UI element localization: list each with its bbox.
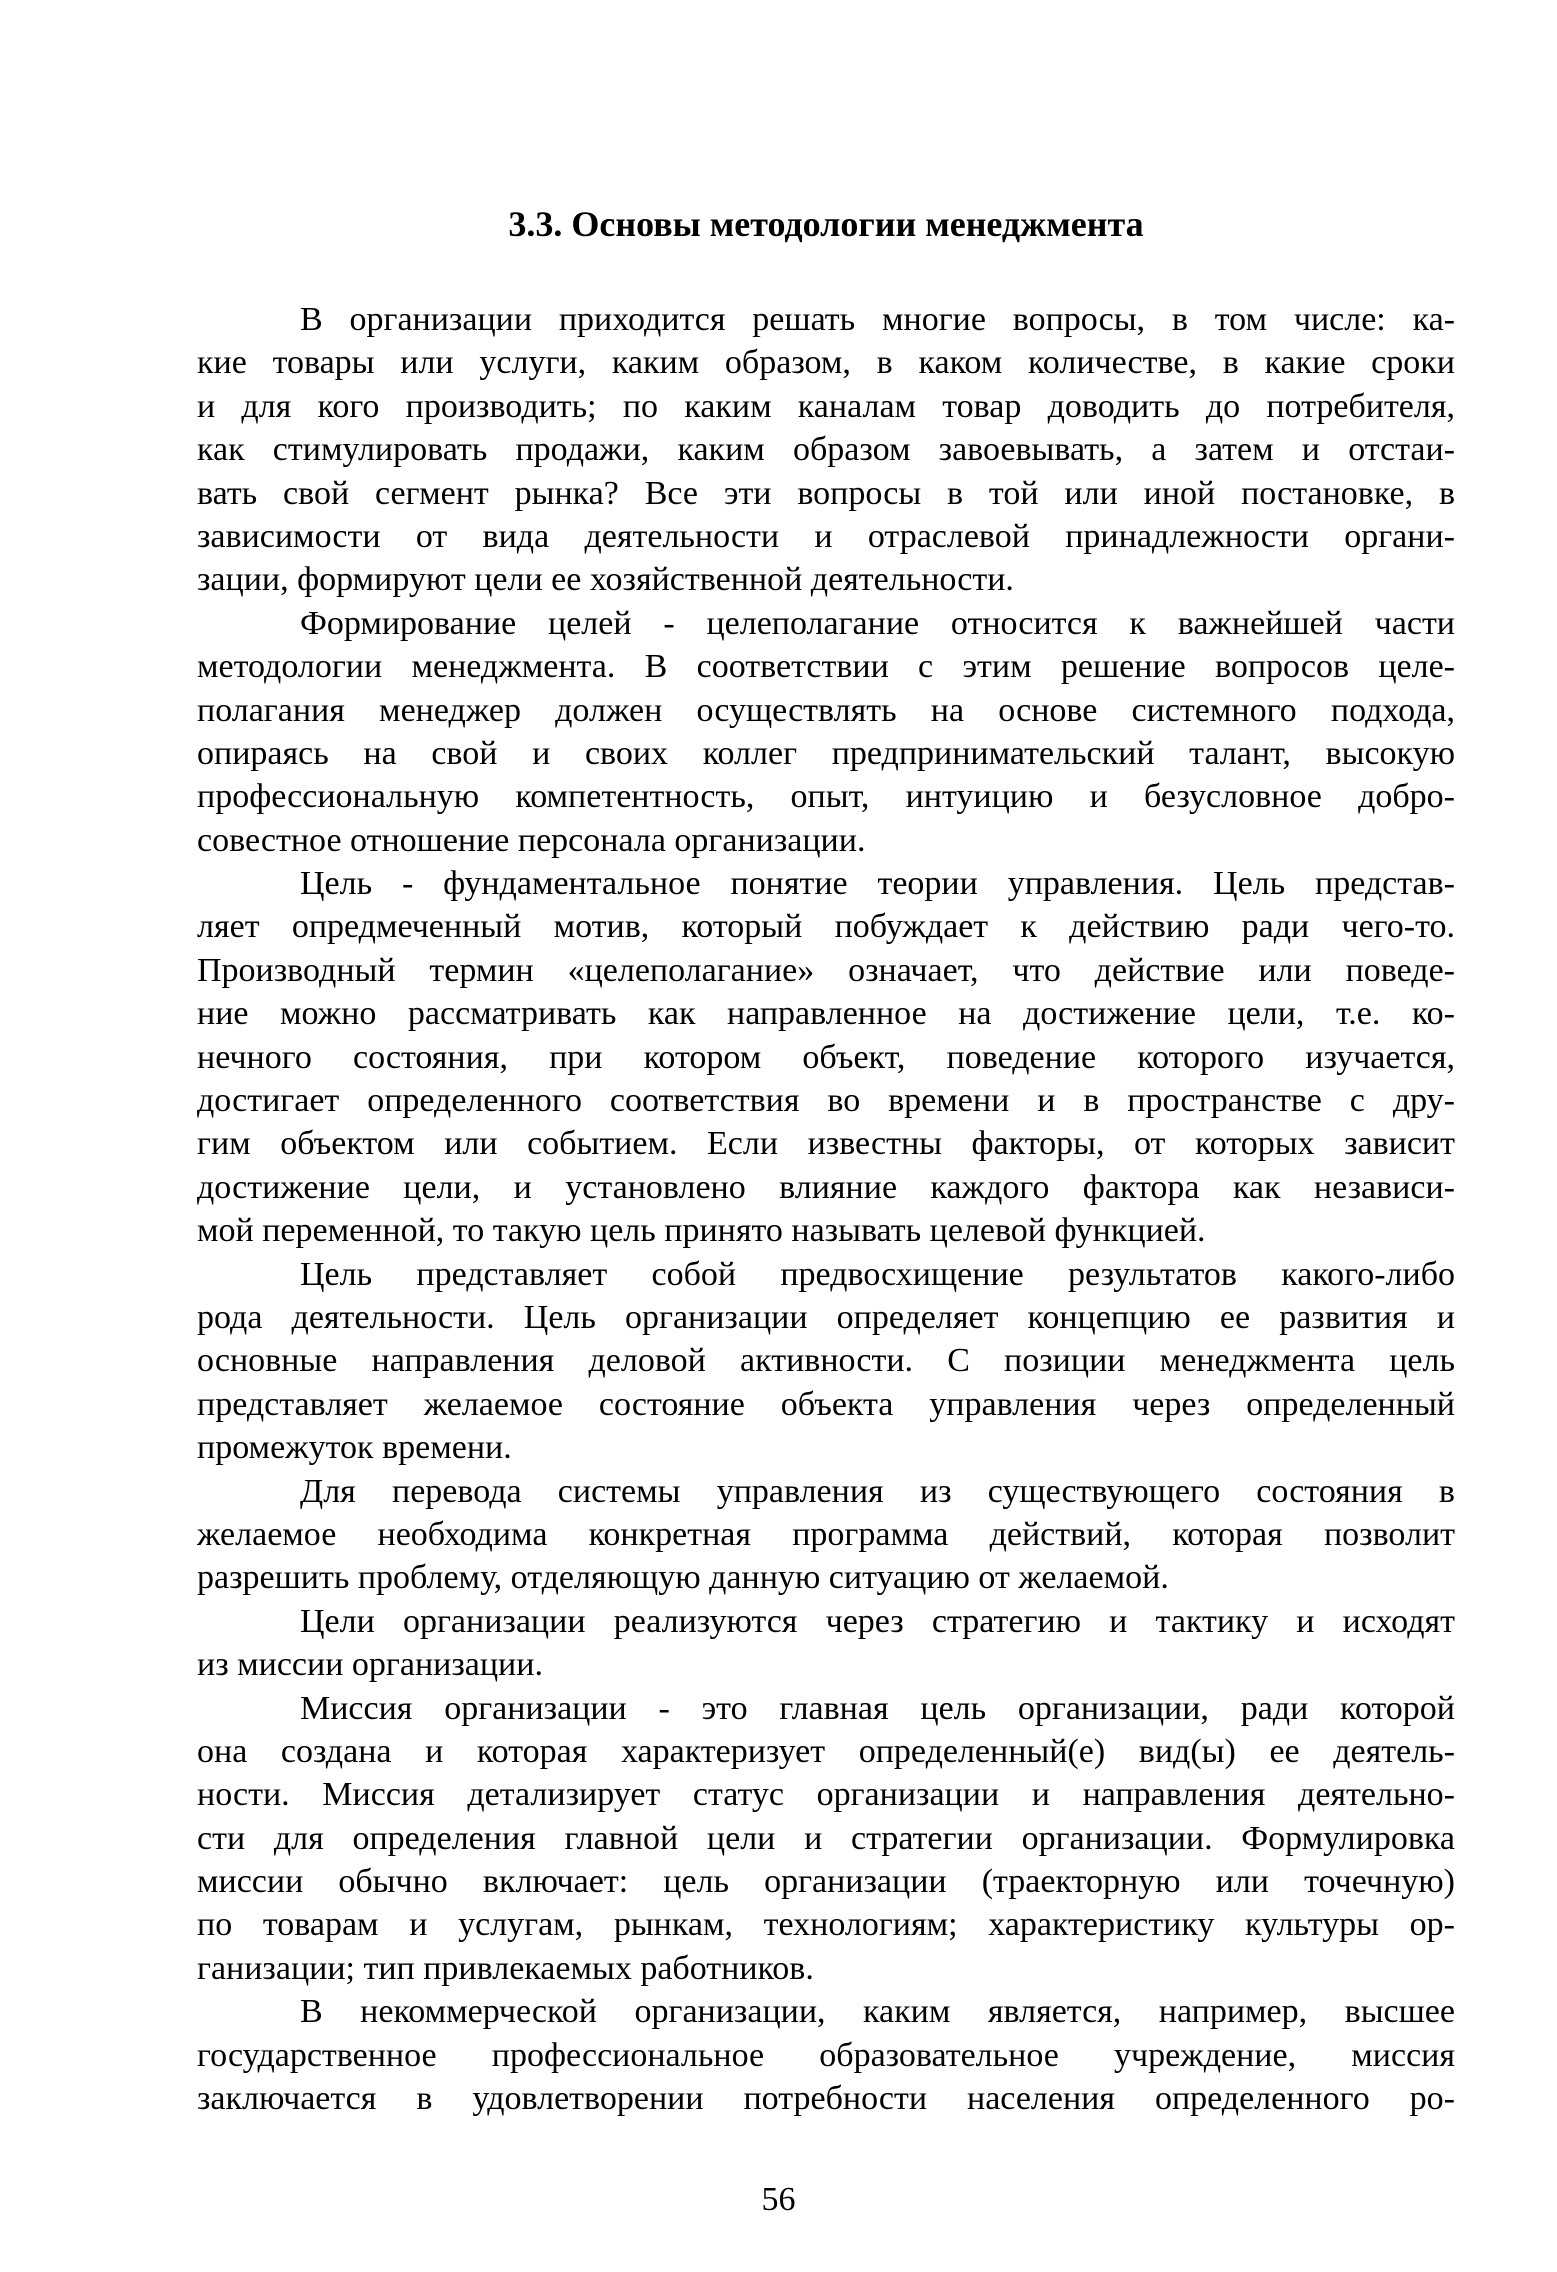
text-line: зации, формируют цели ее хозяйственной деятельности. [197, 561, 1014, 599]
text-line: Цель представляет собой предвосхищение результатов какого-либо [300, 1255, 1455, 1293]
text-line: мой переменной, то такую цель принято называть целевой функцией. [197, 1212, 1206, 1250]
text-line: Формирование целей - целеполагание относится к важнейшей части [300, 604, 1455, 642]
text-line: кие товары или услуги, каким образом, в каком количестве, в какие сроки [197, 344, 1455, 382]
text-line: Цели организации реализуются через стратегию и тактику и исходят [300, 1602, 1455, 1640]
text-line: опираясь на свой и своих коллег предпринимательский талант, высокую [197, 734, 1455, 772]
text-line: ганизации; тип привлекаемых работников. [197, 1949, 814, 1987]
text-line: ности. Миссия детализирует статус организации и направления деятельно- [197, 1776, 1455, 1814]
paragraph [197, 602, 1455, 862]
text-line: разрешить проблему, отделяющую данную ситуацию от желаемой. [197, 1559, 1169, 1597]
text-line: основные направления деловой активности. С позиции менеджмента цель [197, 1342, 1455, 1380]
text-line: Миссия организации - это главная цель организации, ради которой [300, 1689, 1455, 1727]
text-line: по товарам и услугам, рынкам, технологиям; характеристику культуры ор- [197, 1906, 1455, 1944]
text-line: она создана и которая характеризует определенный(е) вид(ы) ее деятель- [197, 1732, 1455, 1770]
text-line: государственное профессиональное образовательное учреждение, миссия [197, 2036, 1455, 2074]
text-line: из миссии организации. [197, 1646, 543, 1684]
text-line: сти для определения главной цели и стратегии организации. Формулировка [197, 1819, 1455, 1857]
text-line: миссии обычно включает: цель организации (траекторную или точечную) [197, 1863, 1455, 1901]
text-line: Для перевода системы управления из существующего состояния в [300, 1472, 1455, 1510]
paragraph [197, 1687, 1455, 1991]
text-line: ние можно рассматривать как направленное на достижение цели, т.е. ко- [197, 995, 1455, 1033]
text-line: и для кого производить; по каким каналам товар доводить до потребителя, [197, 387, 1455, 425]
paragraph [197, 1990, 1455, 2120]
text-line: Цель - фундаментальное понятие теории управления. Цель представ- [300, 865, 1455, 903]
body-text [197, 298, 1455, 2120]
text-line: ляет опредмеченный мотив, который побуждает к действию ради чего-то. [197, 908, 1455, 946]
text-line: представляет желаемое состояние объекта управления через определенный [197, 1385, 1455, 1423]
text-line: совестное отношение персонала организации. [197, 821, 866, 859]
page-number: 56 [761, 2181, 796, 2219]
text-line: рода деятельности. Цель организации определяет концепцию ее развития и [197, 1298, 1455, 1336]
text-line: В организации приходится решать многие вопросы, в том числе: ка- [300, 301, 1455, 338]
text-line: методологии менеджмента. В соответствии с этим решение вопросов целе- [197, 648, 1455, 686]
text-line: вать свой сегмент рынка? Все эти вопросы в той или иной постановке, в [197, 474, 1455, 512]
text-line: как стимулировать продажи, каким образом завоевывать, а затем и отстаи- [197, 431, 1455, 469]
text-line: полагания менеджер должен осуществлять на основе системного подхода, [197, 691, 1455, 729]
text-line: желаемое необходима конкретная программа действий, которая позволит [197, 1515, 1455, 1553]
paragraph [197, 1253, 1455, 1470]
paragraph [197, 862, 1455, 1253]
text-line: Производный термин «целеполагание» означает, что действие или поведе- [197, 951, 1455, 989]
text-line: достижение цели, и установлено влияние каждого фактора как независи- [197, 1168, 1455, 1206]
text-line: достигает определенного соответствия во времени и в пространстве с дру- [197, 1082, 1455, 1120]
text-line: заключается в удовлетворении потребности населения определенного ро- [197, 2080, 1455, 2118]
paragraph [197, 298, 1455, 602]
text-line: В некоммерческой организации, каким является, например, высшее [300, 1993, 1455, 2031]
text-line: профессиональную компетентность, опыт, интуицию и безусловное добро- [197, 778, 1455, 816]
paragraph [197, 1600, 1455, 1687]
text-line: гим объектом или событием. Если известны факторы, от которых зависит [197, 1125, 1455, 1163]
section-title: 3.3. Основы методологии менеджмента [508, 204, 1144, 244]
text-line: нечного состояния, при котором объект, поведение которого изучается, [197, 1038, 1455, 1076]
text-line: промежуток времени. [197, 1429, 512, 1467]
text-line: зависимости от вида деятельности и отраслевой принадлежности органи- [197, 517, 1455, 555]
paragraph [197, 1470, 1455, 1600]
